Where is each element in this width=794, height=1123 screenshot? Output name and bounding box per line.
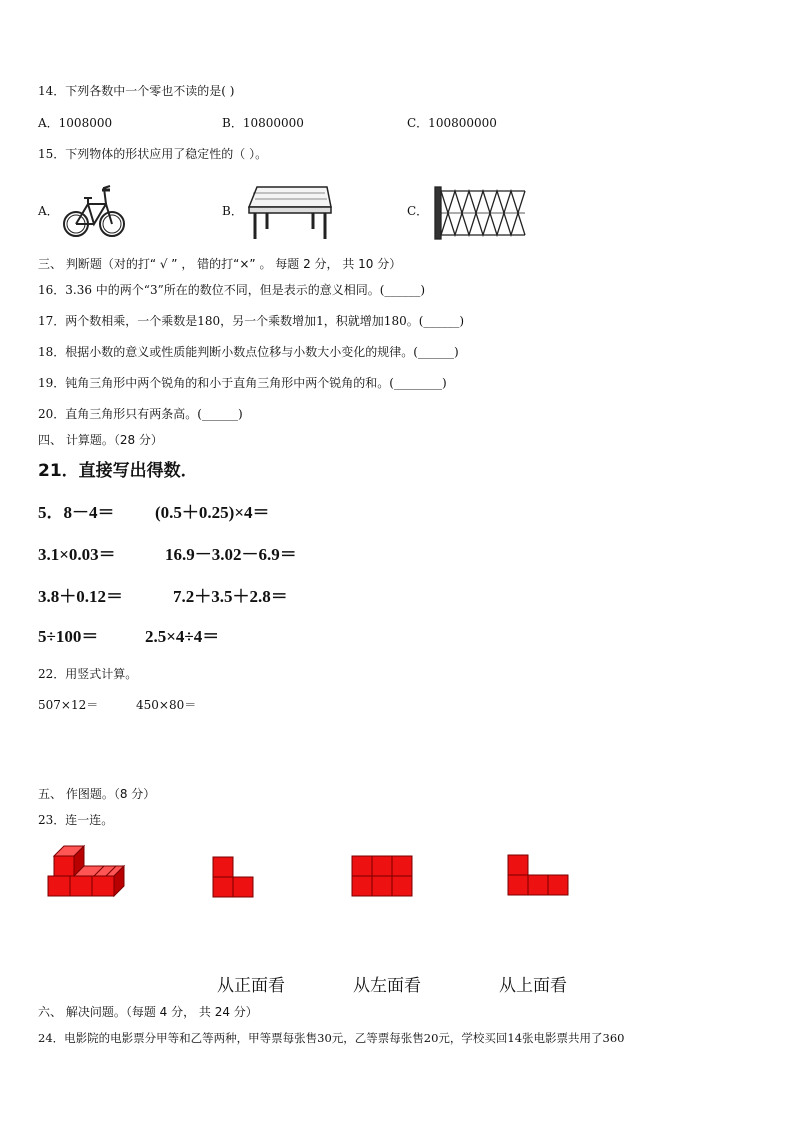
- cube-stack-3d: [44, 842, 128, 906]
- q21-expr-2b: 16.9－3.02－6.9＝: [165, 545, 297, 564]
- q23-title: 23．连一连。: [38, 813, 114, 827]
- section4-heading: 四、 计算题。（28 分）: [38, 433, 163, 447]
- expanding-gate-icon: [433, 185, 529, 241]
- table-icon: [247, 185, 333, 241]
- q16: 16．3.36 中的两个“3”所在的数位不同，但是表示的意义相同。(______): [38, 283, 426, 297]
- view-shape-2: [351, 855, 415, 897]
- q15-option-b: B．: [222, 204, 243, 218]
- section6-heading: 六、 解决问题。（每题 4 分， 共 24 分）: [38, 1005, 258, 1019]
- q21-expr-4b: 2.5×4÷4＝: [145, 627, 220, 646]
- q15-option-c: C．: [407, 204, 429, 218]
- q14-option-c: C．100800000: [407, 116, 497, 130]
- view-label-top: 从上面看: [499, 976, 567, 996]
- view-label-front: 从正面看: [217, 976, 285, 996]
- q21-expr-3a: 3.8＋0.12＝: [38, 587, 123, 606]
- q17: 17．两个数相乘，一个乘数是180，另一个乘数增加1，积就增加180。(______): [38, 314, 465, 328]
- q15-stem: 15．下列物体的形状应用了稳定性的（ ）。: [38, 147, 268, 161]
- view-shape-1: [212, 856, 256, 898]
- view-label-left: 从左面看: [353, 976, 421, 996]
- q21-expr-4a: 5÷100＝: [38, 627, 99, 646]
- section3-heading: 三、 判断题（对的打“ √ ” ， 错的打“×” 。 每题 2 分， 共 10 分）: [38, 257, 402, 271]
- view-shape-3: [507, 854, 571, 898]
- q15-option-a: A．: [38, 204, 59, 218]
- q22-item-2: 450×80＝: [136, 698, 197, 712]
- q21-expr-2a: 3.1×0.03＝: [38, 545, 116, 564]
- q20: 20．直角三角形只有两条高。(______): [38, 407, 243, 421]
- bicycle-icon: [62, 178, 126, 242]
- q24: 24．电影院的电影票分甲等和乙等两种，甲等票每张售30元，乙等票每张售20元，学校买回14张电影票共用了360: [38, 1031, 625, 1045]
- q19: 19．钝角三角形中两个锐角的和小于直角三角形中两个锐角的和。(________): [38, 376, 447, 390]
- q21-expr-1b: (0.5＋0.25)×4＝: [155, 503, 270, 522]
- q18: 18．根据小数的意义或性质能判断小数点位移与小数大小变化的规律。(______): [38, 345, 459, 359]
- q22-title: 22．用竖式计算。: [38, 667, 138, 681]
- q14-option-a: A．1008000: [38, 116, 113, 130]
- q21-title: 21．直接写出得数．: [38, 461, 198, 481]
- q21-expr-1a: 5．8－4＝: [38, 503, 115, 522]
- section5-heading: 五、 作图题。（8 分）: [38, 787, 156, 801]
- q14-option-b: B．10800000: [222, 116, 304, 130]
- q14-stem: 14．下列各数中一个零也不读的是( ): [38, 84, 235, 98]
- q22-item-1: 507×12＝: [38, 698, 99, 712]
- q21-expr-3b: 7.2＋3.5＋2.8＝: [173, 587, 288, 606]
